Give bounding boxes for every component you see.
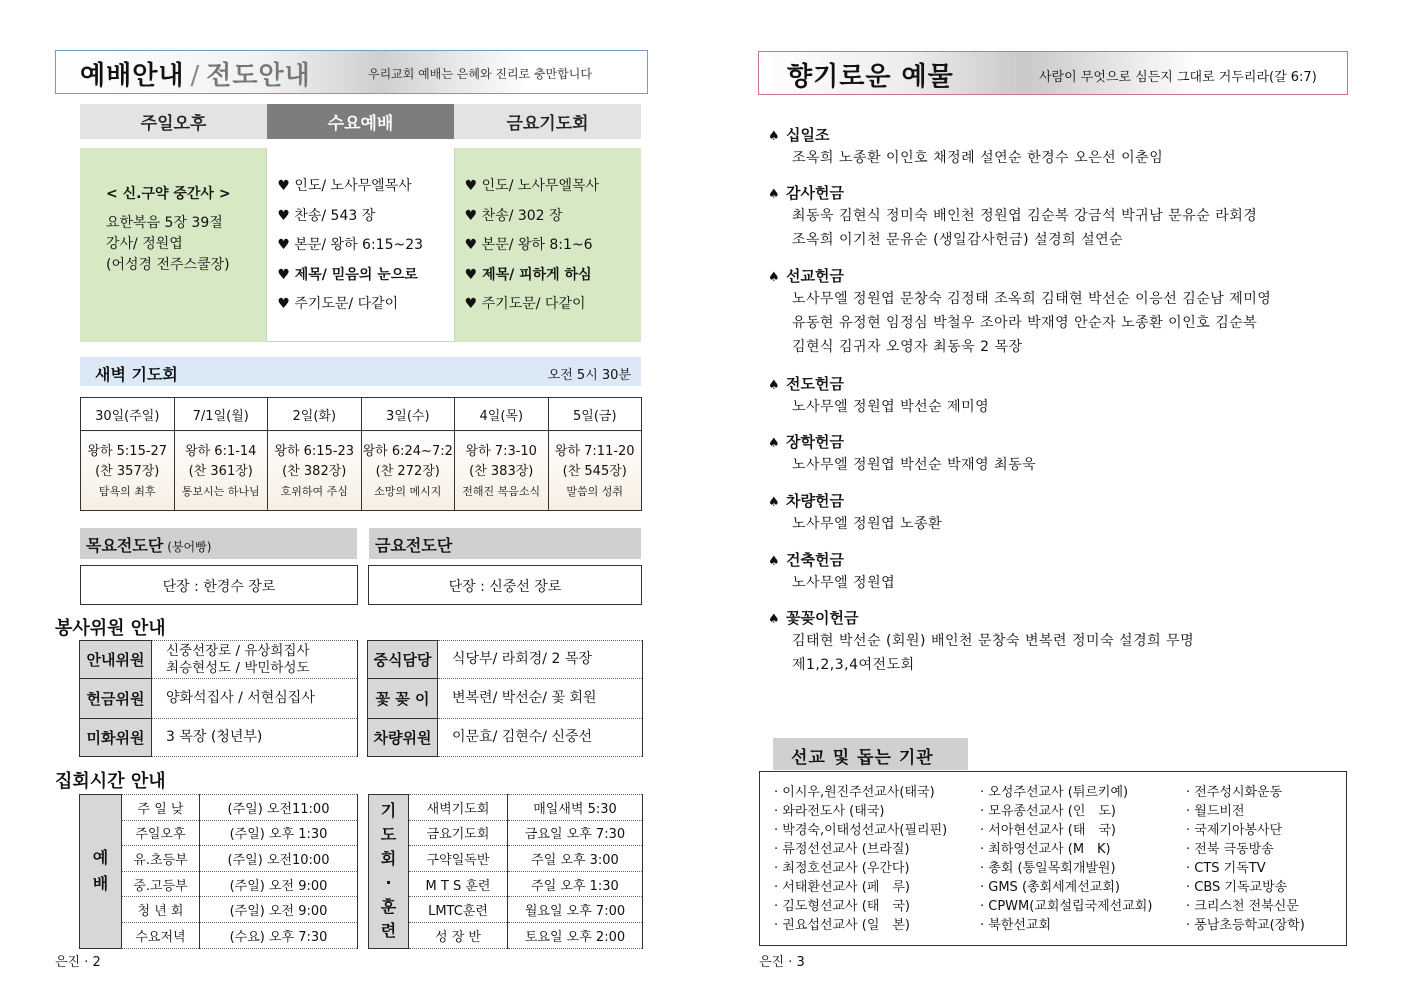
dawn-day: 4일(목) [455, 398, 549, 431]
offering-block [768, 265, 1348, 359]
offering-names: 조옥희 노종환 이인호 채정례 설연순 한경수 오은선 이춘임 [792, 150, 1164, 166]
mission-item: · 북한선교회 [980, 918, 1052, 933]
volunteer-role: 안내위원 [80, 641, 152, 679]
meeting-name: 새벽기도회 [409, 795, 508, 821]
left-page-number: 은진 · 2 [55, 955, 101, 970]
dawn-cell: 왕하 7:11-20 (찬 545장) 말씀의 성취 [548, 431, 642, 511]
missions-column-3 [1186, 783, 1305, 935]
offering-names: 노사무엘 정원엽 박선순 제미영 [792, 399, 990, 415]
mission-item: · GMS (총회세계선교회) [980, 880, 1120, 895]
wednesday-item: ♥ 찬송/ 543 장 [277, 207, 376, 224]
sunday-afternoon-details [80, 148, 266, 342]
volunteers-title: 봉사위원 안내 [55, 618, 166, 639]
tab-sunday-afternoon: 주일오후 [80, 104, 267, 139]
offering-names: 노사무엘 정원엽 문창숙 김정태 조옥희 김태현 박선순 이응선 김순남 제미영 [792, 291, 1272, 307]
dawn-day: 2일(화) [268, 398, 362, 431]
dawn-prayer-title: 새벽 기도회 [95, 365, 178, 384]
mission-item: · 권요섭선교사 (일 본) [774, 918, 911, 933]
mission-item: · 최정호선교사 (우간다) [774, 861, 910, 876]
mission-item: · 전주성시화운동 [1186, 785, 1283, 800]
meeting-time: 주일 오후 3:00 [508, 846, 643, 872]
offering-names: 노사무엘 정원엽 박선순 박재영 최동욱 [792, 457, 1037, 473]
meeting-name: 주일오후 [122, 820, 200, 846]
service-details [80, 148, 641, 342]
mission-item: · 크리스천 전북신문 [1186, 899, 1299, 914]
missions-column-1 [774, 783, 947, 935]
meeting-time: 금요일 오후 7:30 [508, 820, 643, 846]
offering-names: 제1,2,3,4여전도회 [792, 657, 915, 673]
dawn-day: 3일(수) [361, 398, 455, 431]
offering-names: 김태현 박선순 (회원) 배인천 문창숙 변복련 정미숙 설경희 무명 [792, 633, 1195, 649]
meeting-time: (주일) 오전10:00 [200, 846, 358, 872]
wednesday-item: ♥ 인도/ 노사무엘목사 [277, 178, 412, 194]
wednesday-details [266, 148, 454, 342]
friday-item: ♥ 본문/ 왕하 8:1~6 [464, 237, 593, 253]
offering-block [768, 549, 1348, 595]
volunteers-table-1 [79, 640, 358, 757]
dawn-day: 30일(주일) [81, 398, 175, 431]
mission-item: · 풍남초등학교(장학) [1186, 918, 1305, 933]
spade-icon: ♠ [768, 495, 780, 510]
mission-item: · 월드비전 [1186, 804, 1245, 819]
meeting-name: 구약일독반 [409, 846, 508, 872]
offering-names: 최동욱 김현식 정미숙 배인천 정원엽 김순복 강금석 박귀남 문유순 라회경 [792, 208, 1258, 224]
dawn-prayer-bar [80, 357, 641, 386]
volunteer-names: 이문효/ 김현수/ 신중선 [438, 719, 643, 757]
offering-names: 유동현 유정현 임정심 박철우 조아라 박재영 안순자 노종환 이인호 김순복 [792, 315, 1258, 331]
right-page-title: 향기로운 예물 [787, 62, 954, 92]
mission-item: · 서태환선교사 (페 루) [774, 880, 911, 895]
meeting-name: 금요기도회 [409, 820, 508, 846]
dawn-day: 7/1일(월) [174, 398, 268, 431]
volunteer-names: 양화석집사 / 서현심집사 [152, 679, 358, 719]
missions-title: 선교 및 돕는 기관 [773, 738, 968, 770]
meeting-time: 월요일 오후 7:00 [508, 897, 643, 923]
right-page-number: 은진 · 3 [759, 955, 805, 970]
mission-item: · 총회 (통일목회개발원) [980, 861, 1116, 876]
meeting-name: 주 일 낮 [122, 795, 200, 821]
dawn-cell: 왕하 6:1-14 (찬 361장) 통보시는 하나님 [174, 431, 268, 511]
offering-title: ♠ 선교헌금 [768, 267, 844, 285]
meeting-name: 청 년 회 [122, 897, 200, 923]
offering-block [768, 431, 1348, 477]
spade-icon: ♠ [768, 612, 780, 627]
friday-evangelism-title: 금요전도단 [369, 528, 641, 559]
offering-names: 노사무엘 정원엽 [792, 575, 896, 591]
offering-title: ♠ 건축헌금 [768, 551, 844, 569]
meeting-time: (주일) 오후 1:30 [200, 820, 358, 846]
volunteer-role: 헌금위원 [80, 679, 152, 719]
worship-label: 예 배 [80, 795, 122, 949]
spade-icon: ♠ [768, 554, 780, 569]
dawn-cell: 왕하 5:15-27 (찬 357장) 탐욕의 최후 [81, 431, 175, 511]
offering-title: ♠ 감사헌금 [768, 184, 844, 202]
volunteer-role: 중식담당 [368, 641, 438, 679]
dawn-prayer-table [80, 397, 642, 511]
spade-icon: ♠ [768, 187, 780, 202]
mission-item: · CTS 기독TV [1186, 861, 1266, 876]
meeting-name: 성 장 반 [409, 922, 508, 948]
offering-block [768, 124, 1348, 170]
sunday-heading: < 신.구약 중간사 > [106, 186, 231, 202]
friday-evangelism-leader: 단장 : 신중선 장로 [368, 565, 642, 605]
thursday-evangelism-leader: 단장 : 한경수 장로 [80, 565, 358, 605]
right-page-header [758, 51, 1348, 95]
friday-item: ♥ 주기도문/ 다같이 [464, 296, 586, 312]
meetings-title: 집회시간 안내 [55, 771, 166, 792]
spade-icon: ♠ [768, 436, 780, 451]
offering-names: 노사무엘 정원엽 노종환 [792, 516, 943, 532]
missions-column-2 [980, 783, 1152, 935]
volunteer-role: 미화위원 [80, 719, 152, 757]
spade-icon: ♠ [768, 378, 780, 393]
offering-block [768, 490, 1348, 536]
meeting-name: LMTC훈련 [409, 897, 508, 923]
offering-title: ♠ 차량헌금 [768, 492, 844, 510]
meeting-time: 주일 오후 1:30 [508, 871, 643, 897]
thursday-evangelism-title: 목요전도단 (붕어빵) [80, 528, 357, 559]
sunday-line: 강사/ 정원엽 [106, 236, 183, 252]
meeting-name: 중.고등부 [122, 871, 200, 897]
mission-item: · 전북 극동방송 [1186, 842, 1274, 857]
worship-times-table [79, 794, 358, 949]
friday-item: ♥ 찬송/ 302 장 [464, 207, 563, 224]
offering-block [768, 182, 1348, 252]
left-page-subtitle: 우리교회 예배는 은혜와 진리로 충만합니다 [368, 67, 592, 81]
wednesday-item: ♥ 제목/ 믿음의 눈으로 [277, 266, 418, 283]
meeting-name: 유.초등부 [122, 846, 200, 872]
service-tabs [80, 104, 641, 139]
friday-details [455, 148, 641, 342]
left-page-header [55, 50, 648, 94]
mission-item: · 류정선선교사 (브라질) [774, 842, 910, 857]
meeting-time: (수요) 오후 7:30 [200, 922, 358, 948]
tab-wednesday-service: 수요예배 [267, 104, 454, 139]
volunteer-role: 꽃 꽂 이 [368, 679, 438, 719]
friday-item: ♥ 인도/ 노사무엘목사 [464, 178, 600, 194]
spade-icon: ♠ [768, 129, 780, 144]
dawn-cell: 왕하 6:15-23 (찬 382장) 호위하여 주심 [268, 431, 362, 511]
mission-item: · 최하영선교사 (M K) [980, 842, 1111, 857]
offering-block [768, 607, 1348, 677]
volunteer-role: 차량위원 [368, 719, 438, 757]
mission-item: · 국제기아봉사단 [1186, 823, 1283, 838]
mission-item: · 와라전도사 (태국) [774, 804, 885, 819]
mission-item: · 박경숙,이태성선교사(필리핀) [774, 823, 948, 838]
offering-block [768, 373, 1348, 419]
dawn-cell: 왕하 7:3-10 (찬 383장) 전해진 복음소식 [455, 431, 549, 511]
dawn-prayer-time: 오전 5시 30분 [547, 368, 631, 383]
mission-item: · CBS 기독교방송 [1186, 880, 1288, 895]
mission-item: · 오성주선교사 (튀르키예) [980, 785, 1129, 800]
meeting-time: (주일) 오전 9:00 [200, 897, 358, 923]
mission-item: · 모유종선교사 (인 도) [980, 804, 1117, 819]
meeting-time: 토요일 오후 2:00 [508, 922, 643, 948]
offering-title: ♠ 십일조 [768, 126, 830, 144]
right-page-subtitle: 사람이 무엇으로 심든지 그대로 거두리라(갈 6:7) [1039, 70, 1317, 85]
prayer-training-table [368, 794, 643, 949]
offering-names: 조옥희 이기천 문유순 (생일감사헌금) 설경희 설연순 [792, 232, 1124, 248]
tab-friday-prayer: 금요기도회 [454, 104, 641, 139]
mission-item: · CPWM(교회설립국제선교회) [980, 899, 1153, 914]
wednesday-item: ♥ 주기도문/ 다같이 [277, 296, 399, 312]
meeting-name: 수요저녁 [122, 922, 200, 948]
offering-names: 김현식 김귀자 오영자 최동욱 2 목장 [792, 339, 1023, 355]
wednesday-item: ♥ 본문/ 왕하 6:15~23 [277, 237, 424, 253]
sunday-line: (어성경 전주스쿨장) [106, 257, 230, 273]
volunteer-names: 3 목장 (청년부) [152, 719, 358, 757]
mission-item: · 김도형선교사 (태 국) [774, 899, 911, 914]
left-page-title: 예배안내 / 전도안내 [80, 61, 311, 91]
mission-item: · 서아현선교사 (태 국) [980, 823, 1117, 838]
meeting-time: (주일) 오전 9:00 [200, 871, 358, 897]
volunteer-names: 변복련/ 박선순/ 꽃 회원 [438, 679, 643, 719]
offering-title: ♠ 전도헌금 [768, 375, 844, 393]
dawn-cell: 왕하 6:24~7:2 (찬 272장) 소망의 메시지 [361, 431, 455, 511]
sunday-line: 요한복음 5장 39절 [106, 215, 223, 231]
mission-item: · 이시우,원진주선교사(태국) [774, 785, 935, 800]
missions-box [759, 771, 1347, 946]
meeting-time: 매일새벽 5:30 [508, 795, 643, 821]
spade-icon: ♠ [768, 270, 780, 285]
dawn-day: 5일(금) [548, 398, 642, 431]
meeting-name: M T S 훈련 [409, 871, 508, 897]
volunteer-names: 신중선장로 / 유상희집사 최승현성도 / 박민하성도 [152, 641, 358, 679]
offering-title: ♠ 꽃꽂이헌금 [768, 609, 859, 627]
friday-item: ♥ 제목/ 피하게 하심 [464, 266, 592, 283]
volunteer-names: 식당부/ 라회경/ 2 목장 [438, 641, 643, 679]
meeting-time: (주일) 오전11:00 [200, 795, 358, 821]
prayer-training-label: 기 도 회 · 훈 련 [369, 795, 409, 949]
offering-title: ♠ 장학헌금 [768, 433, 844, 451]
volunteers-table-2 [367, 640, 643, 757]
